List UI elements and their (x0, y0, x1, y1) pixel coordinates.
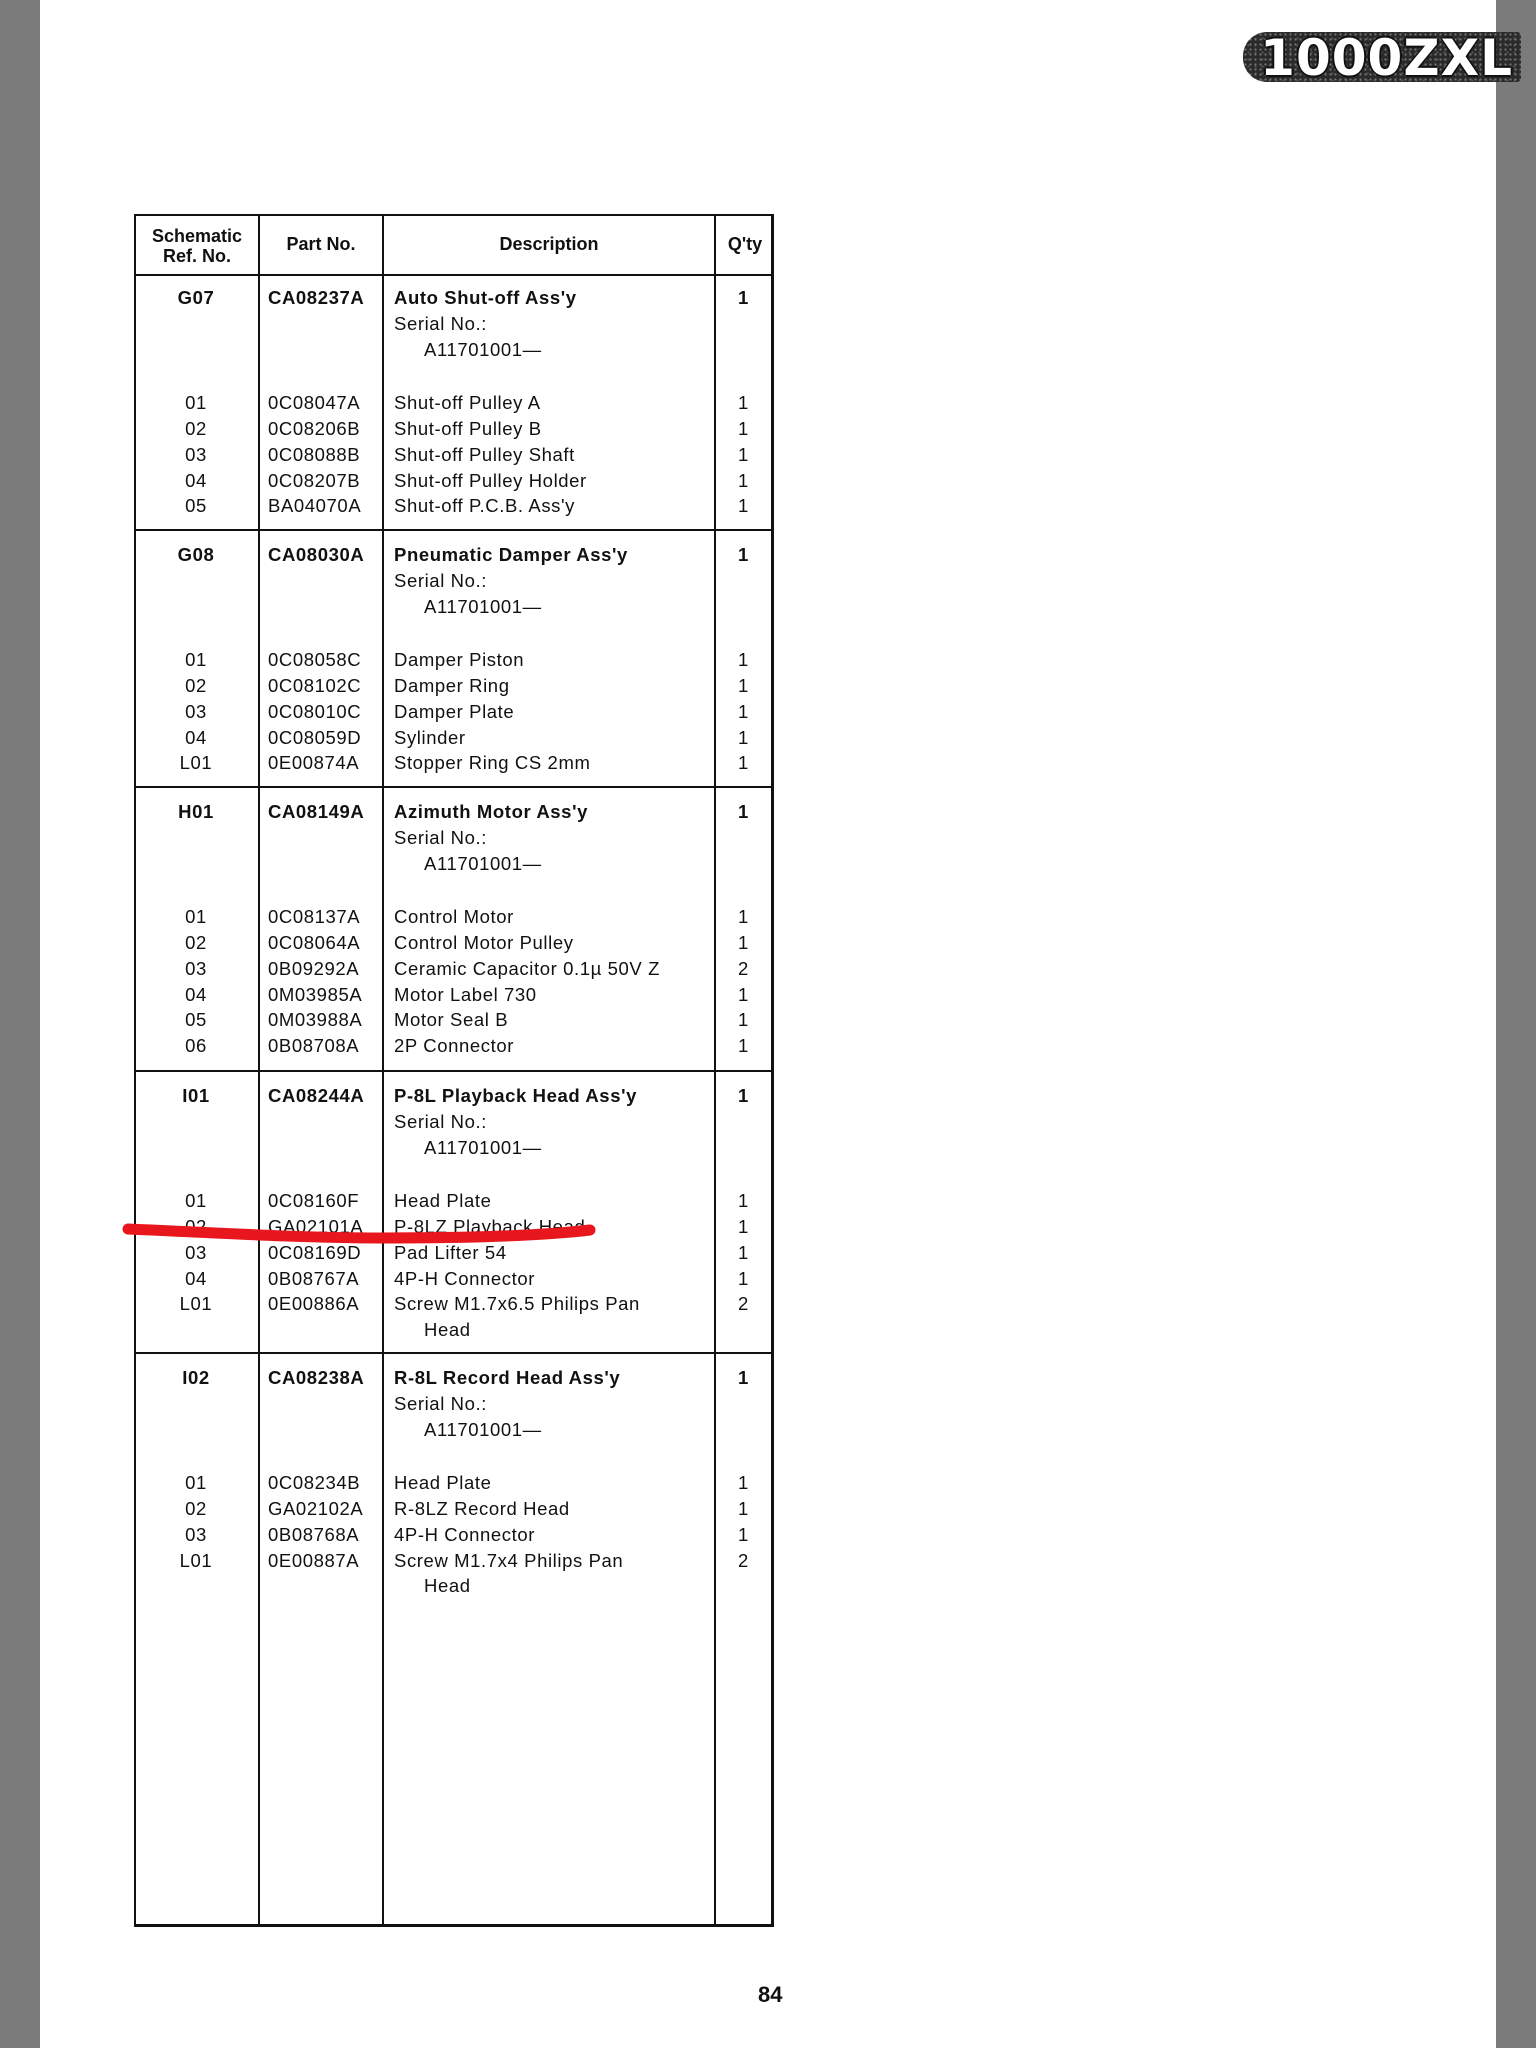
item-description: Control Motor (394, 906, 514, 928)
item-ref: 06 (185, 1035, 207, 1057)
page-number: 84 (758, 1982, 783, 2007)
item-description: Motor Seal B (394, 1009, 509, 1031)
assembly-qty: 1 (738, 801, 749, 822)
assembly-ref: I01 (182, 1085, 210, 1106)
item-ref: 03 (185, 1523, 207, 1545)
item-description: Sylinder (394, 726, 466, 748)
item-part-no: GA02102A (268, 1498, 364, 1519)
item-ref: 03 (185, 700, 207, 722)
assembly-description: R-8L Record Head Ass'y (394, 1367, 621, 1388)
assembly-ref: H01 (178, 801, 214, 822)
item-part-no: 0C08160F (268, 1190, 360, 1212)
header-part-no: Part No. (286, 234, 356, 254)
item-qty: 1 (738, 752, 749, 774)
header-ref: Schematic Ref. No. (151, 226, 243, 266)
item-ref: 04 (185, 726, 207, 748)
item-ref: L01 (179, 1293, 213, 1315)
header-description: Description (499, 234, 599, 254)
item-part-no: 0C08058C (268, 649, 362, 671)
item-qty: 1 (738, 700, 749, 722)
item-part-no: 0C08169D (268, 1241, 362, 1263)
item-qty: 1 (738, 675, 749, 696)
assembly-description: P-8L Playback Head Ass'y (394, 1085, 637, 1106)
section-divider (136, 529, 771, 531)
item-description: Damper Piston (394, 649, 525, 671)
item-qty: 1 (738, 932, 749, 953)
item-description: Screw M1.7x6.5 Philips Pan (394, 1293, 640, 1315)
item-qty: 1 (738, 983, 749, 1005)
item-qty: 1 (738, 1523, 749, 1545)
item-description: 4P-H Connector (394, 1267, 536, 1289)
assembly-ref: I02 (182, 1367, 210, 1388)
item-description: Motor Label 730 (394, 983, 537, 1005)
item-qty: 1 (738, 649, 749, 671)
item-qty: 1 (738, 1035, 749, 1057)
assembly-description: Azimuth Motor Ass'y (394, 801, 588, 822)
item-part-no: 0E00887A (268, 1549, 360, 1571)
item-ref: 02 (185, 1216, 207, 1237)
item-ref: 03 (185, 443, 207, 465)
item-part-no: 0C08059D (268, 726, 362, 748)
item-description: Pad Lifter 54 (394, 1241, 507, 1263)
header-qty: Q'ty (727, 234, 763, 254)
assembly-part-no: CA08149A (268, 801, 365, 822)
serial-number: A11701001— (424, 852, 542, 874)
item-qty: 2 (738, 957, 749, 979)
item-description: Screw M1.7x4 Philips Pan (394, 1549, 624, 1571)
item-part-no: GA02101A (268, 1216, 364, 1237)
item-qty: 1 (738, 906, 749, 928)
item-description: R-8LZ Record Head (394, 1498, 570, 1519)
serial-label: Serial No.: (394, 1392, 487, 1414)
serial-label: Serial No.: (394, 569, 487, 591)
item-description: Head Plate (394, 1472, 492, 1494)
item-ref: 03 (185, 1241, 207, 1263)
item-qty: 2 (738, 1549, 749, 1571)
item-description: Shut-off P.C.B. Ass'y (394, 495, 576, 517)
item-part-no: 0C08102C (268, 675, 362, 696)
item-part-no: 0C08234B (268, 1472, 361, 1494)
serial-number: A11701001— (424, 338, 542, 360)
item-description: P-8LZ Playback Head (394, 1216, 586, 1237)
assembly-qty: 1 (738, 1367, 749, 1388)
item-description: 4P-H Connector (394, 1523, 536, 1545)
item-description: Shut-off Pulley B (394, 418, 542, 439)
section-divider (136, 786, 771, 788)
item-qty: 1 (738, 1241, 749, 1263)
item-part-no: 0M03988A (268, 1009, 363, 1031)
item-qty: 1 (738, 443, 749, 465)
item-ref: L01 (179, 752, 213, 774)
item-qty: 1 (738, 1190, 749, 1212)
item-part-no: 0C08064A (268, 932, 361, 953)
item-description: Control Motor Pulley (394, 932, 574, 953)
model-badge-text: 1000ZXL (1260, 29, 1513, 87)
item-ref: 04 (185, 983, 207, 1005)
item-qty: 1 (738, 1472, 749, 1494)
item-ref: 05 (185, 1009, 207, 1031)
item-part-no: BA04070A (268, 495, 362, 517)
item-qty: 1 (738, 1216, 749, 1237)
item-description: 2P Connector (394, 1035, 514, 1057)
item-ref: 01 (185, 392, 207, 414)
item-qty: 1 (738, 1498, 749, 1519)
item-qty: 1 (738, 495, 749, 517)
section-divider (136, 1352, 771, 1354)
item-ref: 04 (185, 1267, 207, 1289)
item-description: Damper Ring (394, 675, 510, 696)
item-ref: 01 (185, 1190, 207, 1212)
serial-number: A11701001— (424, 595, 542, 617)
item-qty: 1 (738, 726, 749, 748)
assembly-ref: G07 (177, 287, 215, 308)
item-ref: 02 (185, 1498, 207, 1519)
item-part-no: 0M03985A (268, 983, 363, 1005)
assembly-part-no: CA08237A (268, 287, 365, 308)
item-part-no: 0C08137A (268, 906, 361, 928)
assembly-qty: 1 (738, 287, 749, 308)
item-ref: 04 (185, 469, 207, 491)
item-ref: 01 (185, 1472, 207, 1494)
item-qty: 1 (738, 469, 749, 491)
item-qty: 1 (738, 1009, 749, 1031)
section-divider (136, 1070, 771, 1072)
item-description: Shut-off Pulley Shaft (394, 443, 575, 465)
item-description: Damper Plate (394, 700, 515, 722)
item-part-no: 0E00874A (268, 752, 360, 774)
item-description: Shut-off Pulley A (394, 392, 541, 414)
item-part-no: 0B08767A (268, 1267, 360, 1289)
item-description: Stopper Ring CS 2mm (394, 752, 591, 774)
item-part-no: 0B08768A (268, 1523, 360, 1545)
item-part-no: 0C08010C (268, 700, 362, 722)
item-part-no: 0C08206B (268, 418, 361, 439)
assembly-ref: G08 (177, 544, 215, 565)
serial-label: Serial No.: (394, 1110, 487, 1132)
item-qty: 2 (738, 1293, 749, 1315)
item-part-no: 0C08047A (268, 392, 361, 414)
item-qty: 1 (738, 1267, 749, 1289)
item-description: Ceramic Capacitor 0.1µ 50V Z (394, 957, 660, 979)
serial-number: A11701001— (424, 1418, 542, 1440)
item-description-cont: Head (424, 1319, 471, 1341)
assembly-qty: 1 (738, 544, 749, 565)
model-badge (1243, 29, 1521, 87)
item-part-no: 0C08088B (268, 443, 361, 465)
item-description-cont: Head (424, 1575, 471, 1597)
item-ref: 05 (185, 495, 207, 517)
item-ref: 01 (185, 906, 207, 928)
assembly-part-no: CA08244A (268, 1085, 365, 1106)
parts-list-table (134, 214, 774, 1927)
assembly-description: Pneumatic Damper Ass'y (394, 544, 628, 565)
item-qty: 1 (738, 418, 749, 439)
manual-page (40, 0, 1513, 2048)
item-part-no: 0E00886A (268, 1293, 360, 1315)
item-ref: 01 (185, 649, 207, 671)
item-ref: 02 (185, 675, 207, 696)
assembly-part-no: CA08238A (268, 1367, 365, 1388)
serial-label: Serial No.: (394, 312, 487, 334)
header-divider (136, 274, 771, 276)
item-ref: 03 (185, 957, 207, 979)
serial-number: A11701001— (424, 1136, 542, 1158)
assembly-part-no: CA08030A (268, 544, 365, 565)
item-ref: L01 (179, 1549, 213, 1571)
item-description: Shut-off Pulley Holder (394, 469, 587, 491)
serial-label: Serial No.: (394, 826, 487, 848)
assembly-qty: 1 (738, 1085, 749, 1106)
item-description: Head Plate (394, 1190, 492, 1212)
assembly-description: Auto Shut-off Ass'y (394, 287, 577, 308)
item-ref: 02 (185, 932, 207, 953)
item-part-no: 0B09292A (268, 957, 360, 979)
item-part-no: 0B08708A (268, 1035, 360, 1057)
item-ref: 02 (185, 418, 207, 439)
item-qty: 1 (738, 392, 749, 414)
item-part-no: 0C08207B (268, 469, 361, 491)
